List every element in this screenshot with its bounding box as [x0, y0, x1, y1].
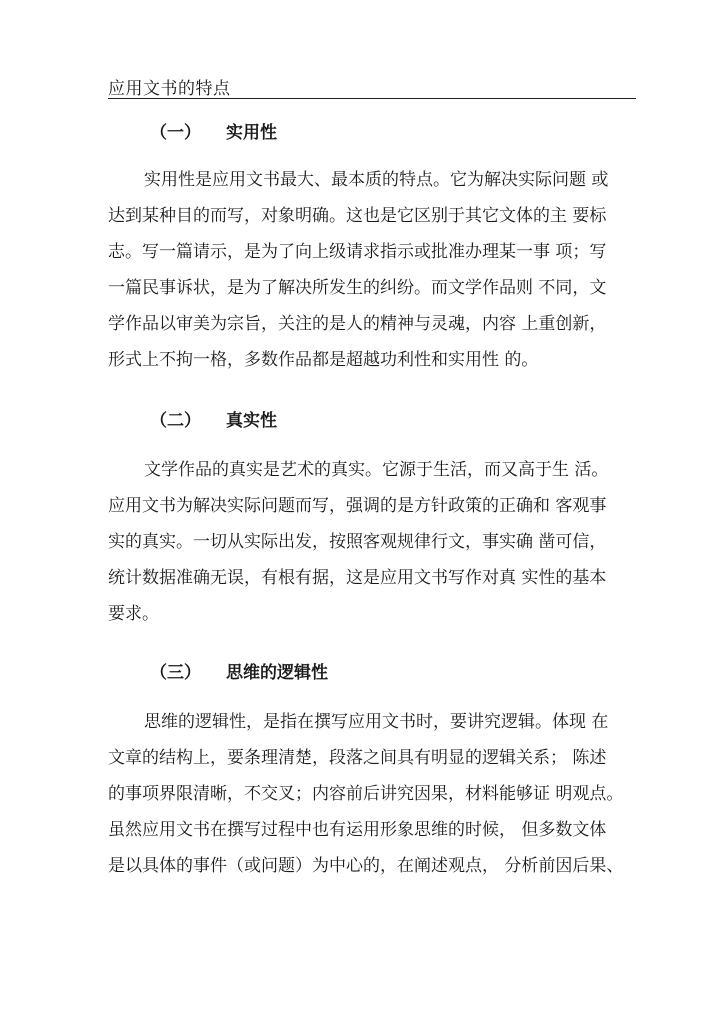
paragraph-line: 文学作品的真实是艺术的真实。它源于生活，而又高于生 活。: [144, 460, 609, 480]
paragraph-line: 统计数据准确无误，有根有据，这是应用文书写作对真 实性的基本: [108, 568, 607, 588]
section-paragraph-3: [108, 704, 648, 884]
section-number-3: （三）: [150, 663, 201, 683]
section-title-2: 真实性: [226, 411, 277, 431]
paragraph-line: 形式上不拘一格，多数作品都是超越功利性和实用性 的。: [108, 350, 539, 370]
section-paragraph-2: [108, 452, 648, 632]
document-title: 应用文书的特点: [108, 79, 231, 99]
paragraph-line: 的事项界限清晰，不交叉；内容前后讲究因果，材料能够证 明观点。: [108, 784, 624, 804]
paragraph-line: 文章的结构上，要条理清楚，段落之间具有明显的逻辑关系； 陈述: [108, 748, 607, 768]
section-number-2: （二）: [150, 411, 201, 431]
section-paragraph-1: [108, 162, 648, 378]
section-heading-2: [150, 406, 277, 431]
section-heading-1: [150, 118, 277, 143]
paragraph-line: 学作品以审美为宗旨，关注的是人的精神与灵魂，内容 上重创新，: [108, 314, 607, 334]
title-underline: [108, 98, 636, 99]
section-title-1: 实用性: [226, 123, 277, 143]
paragraph-line: 实的真实。一切从实际出发，按照客观规律行文，事实确 凿可信，: [108, 532, 607, 552]
section-heading-3: [150, 658, 328, 683]
paragraph-line: 虽然应用文书在撰写过程中也有运用形象思维的时候， 但多数文体: [108, 820, 607, 840]
paragraph-line: 应用文书为解决实际问题而写，强调的是方针政策的正确和 客观事: [108, 496, 607, 516]
paragraph-line: 思维的逻辑性，是指在撰写应用文书时，要讲究逻辑。体现 在: [144, 712, 609, 732]
paragraph-line: 一篇民事诉状，是为了解决所发生的纠纷。而文学作品则 不同，文: [108, 278, 607, 298]
paragraph-line: 是以具体的事件（或问题）为中心的，在阐述观点， 分析前因后果、: [108, 856, 624, 876]
section-title-3: 思维的逻辑性: [226, 663, 328, 683]
paragraph-line: 实用性是应用文书最大、最本质的特点。它为解决实际问题 或: [144, 170, 609, 190]
paragraph-line: 要求。: [108, 604, 159, 624]
section-number-1: （一）: [150, 123, 201, 143]
paragraph-line: 达到某种目的而写，对象明确。这也是它区别于其它文体的主 要标: [108, 206, 607, 226]
paragraph-line: 志。写一篇请示，是为了向上级请求指示或批准办理某一事 项；写: [108, 242, 607, 262]
